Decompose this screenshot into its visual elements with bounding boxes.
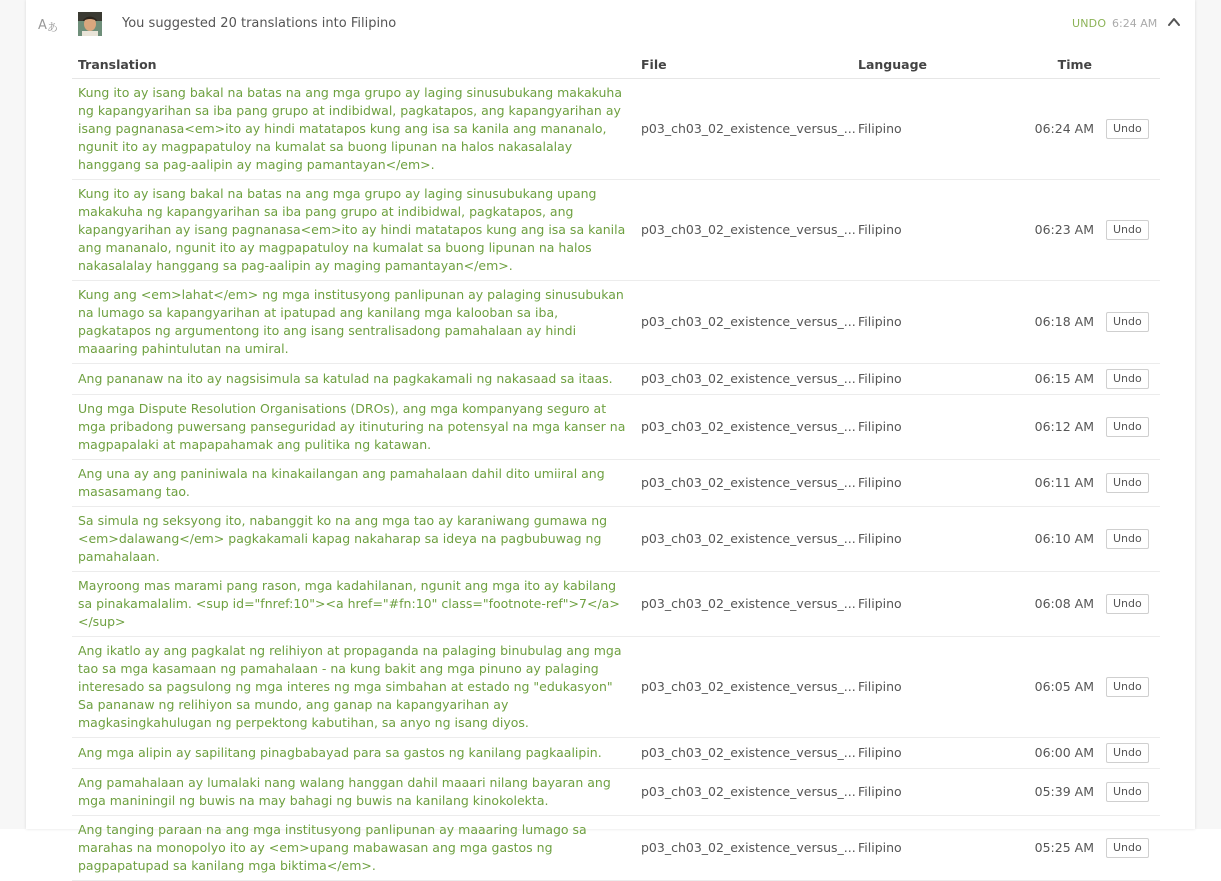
row-time: 06:12 AM bbox=[982, 395, 1100, 460]
table-row bbox=[72, 460, 1160, 507]
row-time: 06:24 AM bbox=[982, 79, 1100, 180]
translation-text: Mayroong mas marami pang rason, mga kadahilanan, ngunit ang mga ito ay kabilang sa pinakamalalim. <sup id="fnref:10"><a href="#fn:10" class="footnote-ref">7</a></sup> bbox=[72, 572, 635, 637]
language-name: Filipino bbox=[852, 572, 982, 637]
undo-button[interactable]: Undo bbox=[1106, 312, 1149, 332]
row-actions bbox=[1100, 460, 1160, 507]
column-header-actions bbox=[1100, 52, 1160, 79]
activity-time: 6:24 AM bbox=[1112, 17, 1158, 30]
file-name: p03_ch03_02_existence_versus_... bbox=[635, 460, 852, 507]
file-name: p03_ch03_02_existence_versus_... bbox=[635, 738, 852, 769]
row-actions bbox=[1100, 507, 1160, 572]
row-actions bbox=[1100, 180, 1160, 281]
translations-table bbox=[72, 52, 1160, 881]
translation-text: Ang mga alipin ay sapilitang pinagbabayad para sa gastos ng kanilang pagkaalipin. bbox=[72, 738, 635, 769]
undo-button[interactable]: Undo bbox=[1106, 782, 1149, 802]
translation-text: Ang tanging paraan na ang mga institusyong panlipunan ay maaaring lumago sa marahas na monopolyo ito ay <em>upang mabawasan ang mga gastos ng pagpapatupad sa kanilang mga biktima</em>. bbox=[72, 816, 635, 881]
row-time: 06:05 AM bbox=[982, 637, 1100, 738]
row-actions bbox=[1100, 395, 1160, 460]
undo-button[interactable]: Undo bbox=[1106, 677, 1149, 697]
language-name: Filipino bbox=[852, 79, 982, 180]
row-actions bbox=[1100, 281, 1160, 364]
table-row bbox=[72, 572, 1160, 637]
row-actions bbox=[1100, 769, 1160, 816]
table-row bbox=[72, 180, 1160, 281]
row-time: 06:23 AM bbox=[982, 180, 1100, 281]
translation-text: Ang una ay ang paniniwala na kinakailangan ang pamahalaan dahil dito umiiral ang masasamang tao. bbox=[72, 460, 635, 507]
column-header-translation: Translation bbox=[72, 52, 635, 79]
file-name: p03_ch03_02_existence_versus_... bbox=[635, 507, 852, 572]
row-actions bbox=[1100, 364, 1160, 395]
undo-button[interactable]: Undo bbox=[1106, 838, 1149, 858]
file-name: p03_ch03_02_existence_versus_... bbox=[635, 180, 852, 281]
row-actions bbox=[1100, 637, 1160, 738]
undo-button[interactable]: Undo bbox=[1106, 529, 1149, 549]
file-name: p03_ch03_02_existence_versus_... bbox=[635, 281, 852, 364]
row-time: 06:00 AM bbox=[982, 738, 1100, 769]
undo-button[interactable]: Undo bbox=[1106, 743, 1149, 763]
undo-button[interactable]: Undo bbox=[1106, 473, 1149, 493]
table-row bbox=[72, 281, 1160, 364]
undo-button[interactable]: Undo bbox=[1106, 369, 1149, 389]
column-header-time: Time bbox=[982, 52, 1100, 79]
activity-header[interactable] bbox=[26, 0, 1195, 48]
row-time: 06:08 AM bbox=[982, 572, 1100, 637]
language-name: Filipino bbox=[852, 769, 982, 816]
file-name: p03_ch03_02_existence_versus_... bbox=[635, 395, 852, 460]
row-actions bbox=[1100, 816, 1160, 881]
avatar bbox=[78, 12, 102, 36]
undo-button[interactable]: Undo bbox=[1106, 417, 1149, 437]
table-row bbox=[72, 816, 1160, 881]
translation-text: Ang pamahalaan ay lumalaki nang walang hanggan dahil maaari nilang bayaran ang mga maniningil ng buwis na may bahagi ng buwis na kanilang kinokolekta. bbox=[72, 769, 635, 816]
language-name: Filipino bbox=[852, 281, 982, 364]
row-actions bbox=[1100, 572, 1160, 637]
file-name: p03_ch03_02_existence_versus_... bbox=[635, 79, 852, 180]
row-time: 06:10 AM bbox=[982, 507, 1100, 572]
file-name: p03_ch03_02_existence_versus_... bbox=[635, 572, 852, 637]
table-row bbox=[72, 769, 1160, 816]
table-header-row bbox=[72, 52, 1160, 79]
row-time: 06:11 AM bbox=[982, 460, 1100, 507]
table-row bbox=[72, 738, 1160, 769]
row-actions bbox=[1100, 79, 1160, 180]
language-name: Filipino bbox=[852, 816, 982, 881]
table-row bbox=[72, 79, 1160, 180]
file-name: p03_ch03_02_existence_versus_... bbox=[635, 637, 852, 738]
row-time: 05:39 AM bbox=[982, 769, 1100, 816]
table-row bbox=[72, 364, 1160, 395]
language-name: Filipino bbox=[852, 637, 982, 738]
language-name: Filipino bbox=[852, 180, 982, 281]
undo-button[interactable]: Undo bbox=[1106, 119, 1149, 139]
translation-text: Kung ang <em>lahat</em> ng mga institusyong panlipunan ay palaging sinusubukan na lumago sa kapangyarihan at ipatupad ang kanilang mga kalooban sa iba, pagkatapos ng argumentong ito ang isang sentralisadong pamahalaan ay hindi maaaring pahintulutan na umiral. bbox=[72, 281, 635, 364]
file-name: p03_ch03_02_existence_versus_... bbox=[635, 816, 852, 881]
language-name: Filipino bbox=[852, 460, 982, 507]
translation-text: Sa simula ng seksyong ito, nabanggit ko na ang mga tao ay karaniwang gumawa ng <em>dalawang</em> pagkakamali kapag nakaharap sa ideya na pagbubuwag ng pamahalaan. bbox=[72, 507, 635, 572]
translation-text: Ang ikatlo ay ang pagkalat ng relihiyon at propaganda na palaging binubulag ang mga tao sa mga kasamaan ng pamahalaan - na kung bakit ang mga pinuno ay palaging interesado sa pagsulong ng mga interes ng mga simbahan at estado ng "edukasyon" Sa pananaw ng relihiyon sa mundo, ang ganap na kapangyarihan ay magkasingkahulugan ng perpektong kabutihan, sa anyo ng isang diyos. bbox=[72, 637, 635, 738]
file-name: p03_ch03_02_existence_versus_... bbox=[635, 769, 852, 816]
undo-button[interactable]: Undo bbox=[1106, 220, 1149, 240]
undo-button[interactable]: Undo bbox=[1106, 594, 1149, 614]
row-actions bbox=[1100, 738, 1160, 769]
column-header-file: File bbox=[635, 52, 852, 79]
translation-text: Kung ito ay isang bakal na batas na ang mga grupo ay laging sinusubukang makakuha ng kapangyarihan sa iba pang grupo at indibidwal, pagkatapos, ang kapangyarihan ay isang pagnanasa<em>ito ay hindi matatapos kung ang isa sa kanila ang mananalo, ngunit ito ay magpapatuloy na kumalat sa buong lipunan na halos nakasalalay hanggang sa pag-aalipin ay maging pamantayan</em>. bbox=[72, 79, 635, 180]
row-time: 05:25 AM bbox=[982, 816, 1100, 881]
translation-text: Ang pananaw na ito ay nagsisimula sa katulad na pagkakamali ng nakasaad sa itaas. bbox=[72, 364, 635, 395]
translation-text: Kung ito ay isang bakal na batas na ang mga grupo ay laging sinusubukang upang makakuha ng kapangyarihan sa iba pang grupo at indibidwal, pagkatapos, ang kapangyarihan ay isang pagnanasa<em>ito ay hindi matatapos kung ang isa sa kanila ang mananalo, ngunit ito ay magpapatuloy na kumalat sa buong lipunan na halos nakasalalay hanggang sa pag-aalipin ay maging pamantayan</em>. bbox=[72, 180, 635, 281]
svg-text:あ: あ bbox=[47, 21, 58, 34]
activity-card bbox=[26, 0, 1195, 873]
chevron-up-icon[interactable] bbox=[1167, 15, 1181, 29]
translate-icon bbox=[38, 14, 60, 34]
row-time: 06:15 AM bbox=[982, 364, 1100, 395]
svg-text:A: A bbox=[38, 18, 47, 33]
language-name: Filipino bbox=[852, 738, 982, 769]
table-row bbox=[72, 507, 1160, 572]
table-row bbox=[72, 395, 1160, 460]
row-time: 06:18 AM bbox=[982, 281, 1100, 364]
translation-text: Ung mga Dispute Resolution Organisations (DROs), ang mga kompanyang seguro at mga pribadong puwersang panseguridad ay itinuturing na potensyal na mga kanser na magpapalaki at mapapahamak ang pulitika ng katawan. bbox=[72, 395, 635, 460]
language-name: Filipino bbox=[852, 507, 982, 572]
table-row bbox=[72, 637, 1160, 738]
column-header-language: Language bbox=[852, 52, 982, 79]
undo-all-link[interactable]: UNDO bbox=[1072, 17, 1107, 30]
language-name: Filipino bbox=[852, 364, 982, 395]
language-name: Filipino bbox=[852, 395, 982, 460]
activity-summary: You suggested 20 translations into Filipino bbox=[122, 16, 397, 31]
file-name: p03_ch03_02_existence_versus_... bbox=[635, 364, 852, 395]
